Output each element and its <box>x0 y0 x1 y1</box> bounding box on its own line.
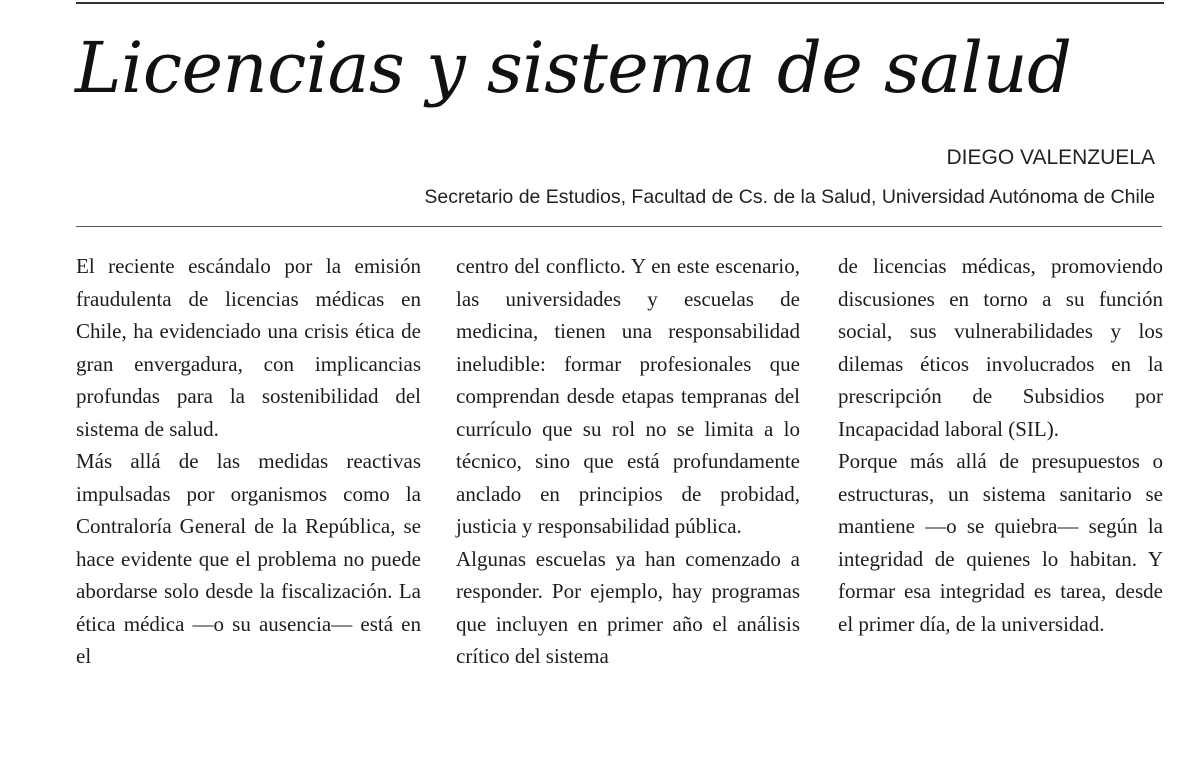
column-2 <box>456 250 800 673</box>
paragraph-3a: Algunas escuelas ya han comenzado a responder. Por ejemplo, hay programas que incluyen en primer año el análisis crítico del sistema <box>456 546 800 668</box>
header-separator <box>76 226 1162 227</box>
paragraph-2b: centro del conflicto. Y en este escenario, las universidades y escuelas de medicina, tienen una responsabilidad ineludible: formar profesionales que comprendan desde etapas tempranas del currículo que su rol no se limita a lo técnico, sino que está profundamente anclado en principios de probidad, justicia y responsabilidad pública. <box>456 254 800 538</box>
column-1 <box>76 250 421 673</box>
author-name: DIEGO VALENZUELA <box>946 146 1155 169</box>
top-rule <box>76 2 1164 4</box>
author-affiliation: Secretario de Estudios, Facultad de Cs. de la Salud, Universidad Autónoma de Chile <box>424 186 1155 208</box>
article-title: Licencias y sistema de salud <box>75 27 1072 109</box>
column-3 <box>838 250 1163 640</box>
paragraph-1: El reciente escándalo por la emisión fraudulenta de licencias médicas en Chile, ha evidenciado una crisis ética de gran envergadura, con implicancias profundas para la sostenibilidad del sistema de salud. <box>76 254 421 441</box>
paragraph-2a: Más allá de las medidas reactivas impulsadas por organismos como la Contraloría General de la República, se hace evidente que el problema no puede abordarse solo desde la fiscalización. La ética médica —o su ausencia— está en el <box>76 449 421 668</box>
paragraph-4: Porque más allá de presupuestos o estructuras, un sistema sanitario se mantiene —o se quiebra— según la integridad de quienes lo habitan. Y formar esa integridad es tarea, desde el primer día, de la universidad. <box>838 449 1163 636</box>
paragraph-3b: de licencias médicas, promoviendo discusiones en torno a su función social, sus vulnerabilidades y los dilemas éticos involucrados en la prescripción de Subsidios por Incapacidad laboral (SIL). <box>838 254 1163 441</box>
